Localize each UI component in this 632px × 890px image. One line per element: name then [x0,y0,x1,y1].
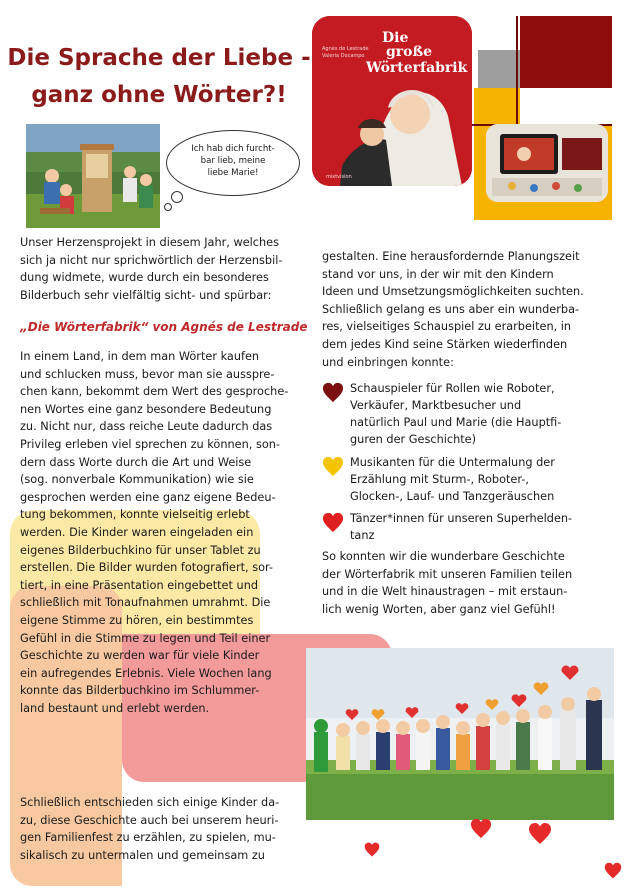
closing-line: lich wenig Worten, aber ganz viel Gefühl! [322,602,556,616]
role-line: Verkäufer, Marktbesucher und [350,399,522,412]
final-line: sikalisch zu untermalen und gemeinsam zu [20,848,265,862]
role-line: Erzählung mit Sturm-, Roboter-, [350,473,529,486]
title-line-2: ganz ohne Wörter?! [31,82,287,108]
speech-bubble [166,130,300,196]
right-line: Schließlich gelang es uns aber ein wunderba- [322,302,580,316]
heart-icon-deco-3 [364,842,380,858]
book-cover-title-3: Wörterfabrik [366,60,468,76]
body-line: ein aufregendes Erlebnis. Viele Wochen lang [20,666,272,680]
title-line-1: Die Sprache der Liebe - [7,45,311,71]
speech-line-2: bar lieb, meine [200,156,266,166]
role-line: Schauspieler für Rollen wie Roboter, [350,382,555,395]
list-item-schauspieler [322,380,612,448]
heart-icon-red [322,512,344,534]
body-line: Gefühl in die Stimme zu legen und Teil einer [20,631,271,645]
intro-line: Bilderbuch sehr vielfältig sicht- und spürbar: [20,288,272,302]
intro-line: Unser Herzensprojekt in diesem Jahr, welches [20,236,280,249]
body-line: eigene Stimme zu hören, ein bestimmtes [20,613,254,627]
heart-icon-deco-4 [604,862,622,880]
closing-line: und in die Welt hinaustragen – mit erstaun- [322,585,568,599]
intro-line: dung widmete, wurde durch ein besonderes [20,271,269,285]
intro-line: sich ja nicht nur sprichwörtlich der Herzensbil- [20,253,283,267]
heart-icon-deco-2 [528,822,552,846]
speech-line-3: liebe Marie! [207,168,259,178]
intro-paragraph [20,234,306,304]
body-line: nen Wortes eine ganz besondere Bedeutung [20,402,272,416]
photo-group-drawing [306,648,614,820]
speech-bubble-dot-small [164,203,172,211]
final-line: gen Familienfest zu erzählen, zu spielen, mu- [20,831,276,845]
book-reference: „Die Wörterfabrik“ von Agnés de Lestrade [20,320,308,334]
body-line: In einem Land, in dem man Wörter kaufen [20,350,260,363]
body-line: eigenes Bilderbuchkino für unser Tablet zu [20,543,261,557]
body-line: land bestaunt und erlebt werden. [20,701,210,715]
body-line: Privileg erleben viel sprechen zu können, son- [20,437,280,451]
main-body-paragraph [20,348,306,717]
body-line: Geschichte zu werden war für viele Kinder [20,649,260,663]
body-line: erstellen. Die Bilder wurden fotografiert, sor- [20,561,273,575]
body-line: (sog. nonverbale Kommunikation) wie sie [20,473,254,487]
deco-red-line-v [516,16,518,126]
body-line: chen kann, bekommt dem Wert des gesproche- [20,385,289,399]
speech-line-1: Ich hab dich furcht- [191,144,275,154]
role-line: natürlich Paul und Marie (die Hauptfi- [350,416,562,429]
role-line: Tänzer*innen für unseren Superhelden- [350,512,573,525]
book-cover-image [312,16,472,186]
body-line: schließlich mit Tonaufnahmen umrahmt. Die [20,596,271,610]
closing-line: So konnten wir die wunderbare Geschichte [322,550,565,563]
list-item-taenzer [322,510,612,544]
body-line: werden. Die Kinder waren eingeladen ein [20,525,254,539]
heart-icon-dark-red [322,382,344,404]
right-line: res, vielseitiges Schauspiel zu erarbeiten, in [322,320,572,334]
body-line: dern dass Worte durch die Art und Weise [20,455,252,469]
body-line: gesprochen werden eine ganz eigene Bedeu- [20,490,276,504]
book-cover-illustrator: Valeria Docampo [322,53,365,59]
right-line: stand vor uns, in der wir mit den Kindern [322,267,554,281]
deco-red-block [520,16,612,88]
deco-grey-block [478,50,520,88]
right-line: dem jedes Kind seine Stärken wiederfinden [322,337,568,351]
closing-line: der Wörterfabrik mit unseren Familien teilen [322,567,573,581]
list-item-musikanten [322,454,612,505]
role-line: Glocken-, Lauf- und Tanzgeräuschen [350,490,555,503]
book-cover-author: Agnès de Lestrade [322,46,369,52]
final-line: Schließlich entschieden sich einige Kinder da- [20,796,280,809]
heart-icon-yellow [322,456,344,478]
body-line: konnte das Bilderbuchkino im Schlummer- [20,684,260,698]
right-line: Ideen und Umsetzungsmöglichkeiten suchten. [322,285,584,299]
photo-group-children-hearts [306,648,614,820]
role-line: tanz [350,529,375,542]
final-line: zu, diese Geschichte auch bei unserem heuri- [20,813,279,827]
body-line: und schlucken muss, bevor man sie ausspre- [20,367,275,381]
final-paragraph [20,794,306,864]
photo-children-market-drawing [26,124,160,228]
body-line: zu. Nicht nur, dass reiche Leute dadurch das [20,420,273,434]
role-line: guren der Geschichte) [350,433,477,446]
heart-icon-deco-1 [470,818,492,840]
speech-bubble-dot-large [171,191,183,203]
photo-tablet-drawing [486,124,608,202]
page-title [6,40,312,114]
book-cover-title-1: Die [382,30,409,46]
role-line: Musikanten für die Untermalung der [350,456,555,469]
right-line: und einbringen konnte: [322,355,454,369]
right-intro-paragraph [322,248,612,371]
right-closing-paragraph [322,548,612,618]
book-cover-publisher: mixtvision [326,174,352,180]
body-line: tiert, in eine Präsentation eingebettet und [20,578,259,592]
photo-children-market [26,124,160,228]
right-line: gestalten. Eine herausfordernde Planungszeit [322,250,580,263]
book-cover-title-2: große [386,44,433,60]
deco-white-block [520,88,612,124]
photo-tablet-bilderbuchkino [486,124,608,202]
body-line: tung bekommen, konnte vielseitig erlebt [20,508,250,522]
